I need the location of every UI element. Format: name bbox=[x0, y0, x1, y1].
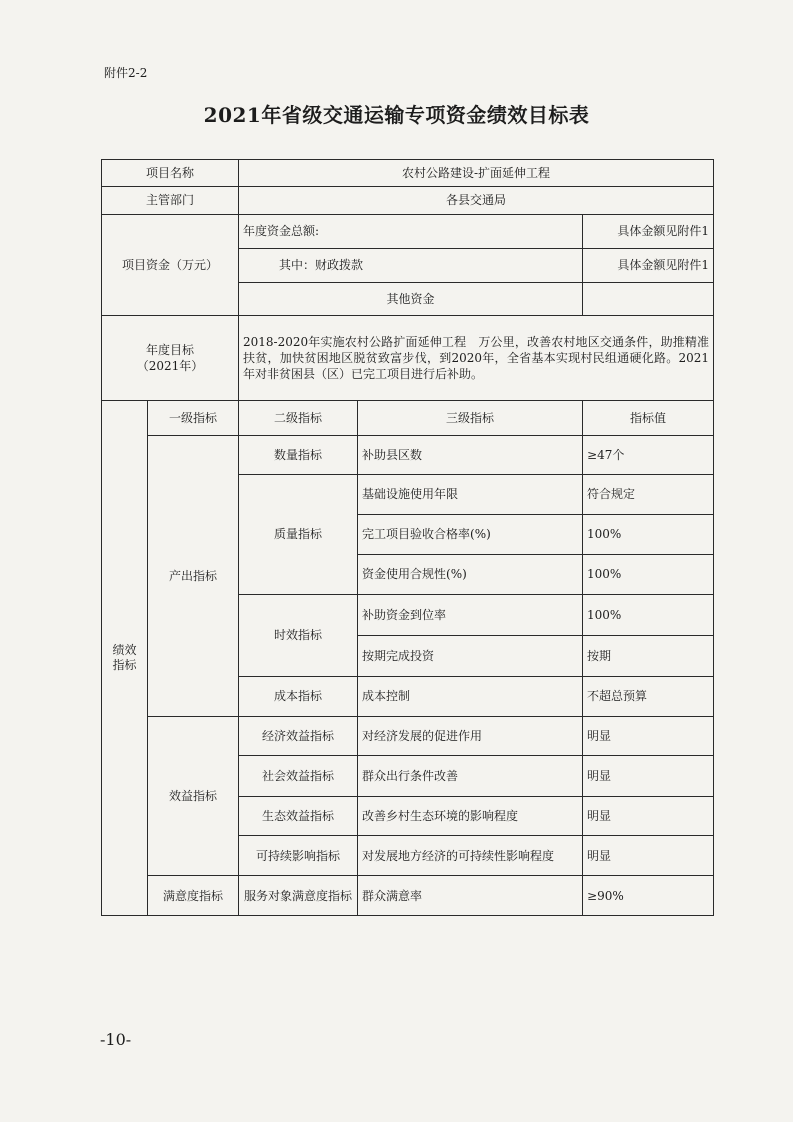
indicator-name: 补助县区数 bbox=[358, 435, 583, 474]
sustainable-impact-label: 可持续影响指标 bbox=[239, 836, 358, 876]
table-row bbox=[102, 717, 714, 756]
indicator-name: 对经济发展的促进作用 bbox=[358, 717, 583, 756]
department-label: 主管部门 bbox=[102, 187, 239, 214]
table-row bbox=[102, 876, 714, 916]
funds-total-row bbox=[102, 214, 714, 248]
funds-total-label: 年度资金总额: bbox=[239, 214, 583, 248]
indicator-name: 完工项目验收合格率(%) bbox=[358, 515, 583, 554]
social-benefit-label: 社会效益指标 bbox=[239, 756, 358, 796]
funds-fiscal-value: 具体金额见附件1 bbox=[583, 248, 714, 282]
indicator-name: 成本控制 bbox=[358, 676, 583, 716]
department-value: 各县交通局 bbox=[239, 187, 714, 214]
indicator-value: 明显 bbox=[583, 796, 714, 835]
document-title: 2021年省级交通运输专项资金绩效目标表 bbox=[203, 103, 590, 127]
indicator-value: 明显 bbox=[583, 836, 714, 876]
annual-goal-label-line1: 年度目标 bbox=[146, 343, 195, 358]
indicator-value: 符合规定 bbox=[583, 474, 714, 514]
department-row bbox=[102, 187, 714, 214]
annual-goal-row bbox=[102, 316, 714, 401]
indicator-value: ≥90% bbox=[583, 876, 714, 916]
project-name-value: 农村公路建设-扩面延伸工程 bbox=[239, 160, 714, 187]
indicator-name: 补助资金到位率 bbox=[358, 594, 583, 635]
ecological-benefit-label: 生态效益指标 bbox=[239, 796, 358, 835]
indicator-value: 100% bbox=[583, 554, 714, 594]
performance-target-table bbox=[101, 159, 714, 916]
indicator-value: ≥47个 bbox=[583, 435, 714, 474]
attachment-label: 附件2-2 bbox=[104, 66, 148, 80]
benefit-indicators-label: 效益指标 bbox=[148, 717, 239, 876]
header-level1: 一级指标 bbox=[148, 401, 239, 435]
indicator-value: 不超总预算 bbox=[583, 676, 714, 716]
annual-goal-label-line2: （2021年） bbox=[136, 359, 204, 374]
project-name-label: 项目名称 bbox=[102, 160, 239, 187]
timeliness-indicator-label: 时效指标 bbox=[239, 594, 358, 676]
indicator-name: 群众满意率 bbox=[358, 876, 583, 916]
funds-other-label: 其他资金 bbox=[239, 283, 583, 316]
quantity-indicator-label: 数量指标 bbox=[239, 435, 358, 474]
indicator-name: 对发展地方经济的可持续性影响程度 bbox=[358, 836, 583, 876]
indicator-header-row bbox=[102, 401, 714, 435]
funds-label: 项目资金（万元） bbox=[102, 214, 239, 316]
output-indicators-label: 产出指标 bbox=[148, 435, 239, 717]
funds-fiscal-label: 其中：财政拨款 bbox=[239, 248, 583, 282]
header-level2: 二级指标 bbox=[239, 401, 358, 435]
indicator-value: 明显 bbox=[583, 756, 714, 796]
table-row bbox=[102, 435, 714, 474]
indicator-name: 按期完成投资 bbox=[358, 636, 583, 676]
performance-indicators-label: 绩效指标 bbox=[102, 401, 148, 916]
service-satisfaction-label: 服务对象满意度指标 bbox=[239, 876, 358, 916]
funds-total-value: 具体金额见附件1 bbox=[583, 214, 714, 248]
project-name-row bbox=[102, 160, 714, 187]
page-number: -10- bbox=[100, 1030, 132, 1049]
indicator-name: 群众出行条件改善 bbox=[358, 756, 583, 796]
indicator-name: 资金使用合规性(%) bbox=[358, 554, 583, 594]
indicator-value: 100% bbox=[583, 515, 714, 554]
quality-indicator-label: 质量指标 bbox=[239, 474, 358, 594]
indicator-value: 明显 bbox=[583, 717, 714, 756]
header-level3: 三级指标 bbox=[358, 401, 583, 435]
indicator-value: 100% bbox=[583, 594, 714, 635]
indicator-value: 按期 bbox=[583, 636, 714, 676]
cost-indicator-label: 成本指标 bbox=[239, 676, 358, 716]
funds-other-value bbox=[583, 283, 714, 316]
header-value: 指标值 bbox=[583, 401, 714, 435]
economic-benefit-label: 经济效益指标 bbox=[239, 717, 358, 756]
indicator-name: 改善乡村生态环境的影响程度 bbox=[358, 796, 583, 835]
annual-goal-text: 2018-2020年实施农村公路扩面延伸工程 万公里，改善农村地区交通条件，助推精准扶贫，加快贫困地区脱贫致富步伐，到2020年，全省基本实现村民组通硬化路。2021年对非贫困县（区）已完工项目进行后补助。 bbox=[239, 316, 714, 401]
indicator-name: 基础设施使用年限 bbox=[358, 474, 583, 514]
annual-goal-label bbox=[102, 316, 239, 401]
satisfaction-indicators-label: 满意度指标 bbox=[148, 876, 239, 916]
